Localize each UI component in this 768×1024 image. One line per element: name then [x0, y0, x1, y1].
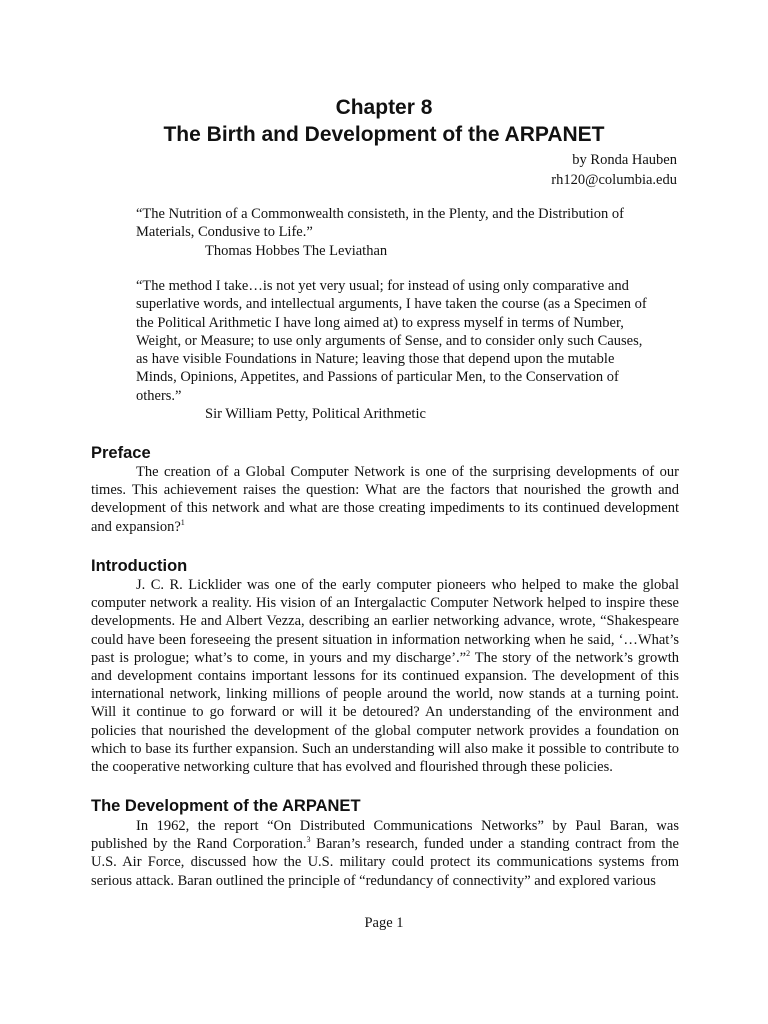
preface-paragraph	[91, 463, 679, 536]
author-name: by Ronda Hauben	[572, 152, 677, 168]
introduction-paragraph	[91, 576, 679, 776]
preface-text: The creation of a Global Computer Network is one of the surprising developments of our times. This achievement raises the question: What are the factors that nourished the growth and development of this network and what are those creating impediments to its continued development and expansion?	[91, 464, 679, 535]
footnote-marker: 3	[306, 835, 311, 845]
development-paragraph	[91, 817, 679, 890]
footnote-marker: 2	[466, 648, 471, 658]
epigraph-text: “The Nutrition of a Commonwealth consisteth, in the Plenty, and the Distribution of Materials, Condusive to Life.”	[136, 206, 624, 241]
page-number: Page 1	[364, 915, 404, 931]
epigraph-hobbes	[136, 205, 656, 260]
introduction-text-b: The story of the network’s growth and development contains important lessons for its continued expansion. The development of this international network, linking millions of people around the world, now stands at a turning point. Will it continue to go forward or will it be detoured? An understanding of the environment and policies that nourished the development of the global computer network provides a foundation on which to base its further expansion. Such an understanding will also make it possible to contribute to the cooperative networking culture that has evolved and flourished through these policies.	[91, 649, 679, 776]
introduction-text-a: J. C. R. Licklider was one of the early computer pioneers who helped to make the global computer network a reality. His vision of an Intergalactic Computer Network helped to inspire these developments. He and Albert Vezza, describing an earlier networking advance, wrote, “Shakespeare could have been foreseeing the present situation in information networking when he said, ‘…What’s past is prologue; what’s to come, in yours and my discharge’.”	[91, 577, 679, 666]
epigraph-attribution: Sir William Petty, Political Arithmetic	[205, 406, 426, 423]
byline	[551, 150, 677, 190]
epigraph-petty	[136, 277, 656, 423]
epigraph-text: “The method I take…is not yet very usual; for instead of using only comparative and superlative words, and intellectual arguments, I have taken the course (as a Specimen of the Political Arithmetic I have long aimed at) to express myself in terms of Number, Weight, or Measure; to use only arguments of Sense, and to consider only such Causes, as have visible Foundations in Nature; leaving those that depend upon the mutable Minds, Opinions, Appetites, and Passions of particular Men, to the Conservation of others.”	[136, 278, 647, 404]
section-heading-preface: Preface	[91, 444, 151, 462]
epigraph-attribution: Thomas Hobbes The Leviathan	[205, 242, 388, 259]
section-heading-development: The Development of the ARPANET	[91, 797, 361, 815]
chapter-number: Chapter 8	[335, 96, 433, 119]
author-email: rh120@columbia.edu	[551, 172, 677, 188]
section-heading-introduction: Introduction	[91, 557, 188, 575]
development-text-b: Baran’s research, funded under a standing contract from the U.S. Air Force, discussed how the U.S. military could protect its communications systems from serious attack. Baran outlined the principle of “redundancy of connectivity” and explored various	[91, 836, 679, 889]
chapter-title: The Birth and Development of the ARPANET	[163, 123, 605, 146]
development-text-a: In 1962, the report “On Distributed Communications Networks” by Paul Baran, was published by the Rand Corporation.	[91, 818, 679, 853]
footnote-marker: 1	[180, 517, 185, 527]
